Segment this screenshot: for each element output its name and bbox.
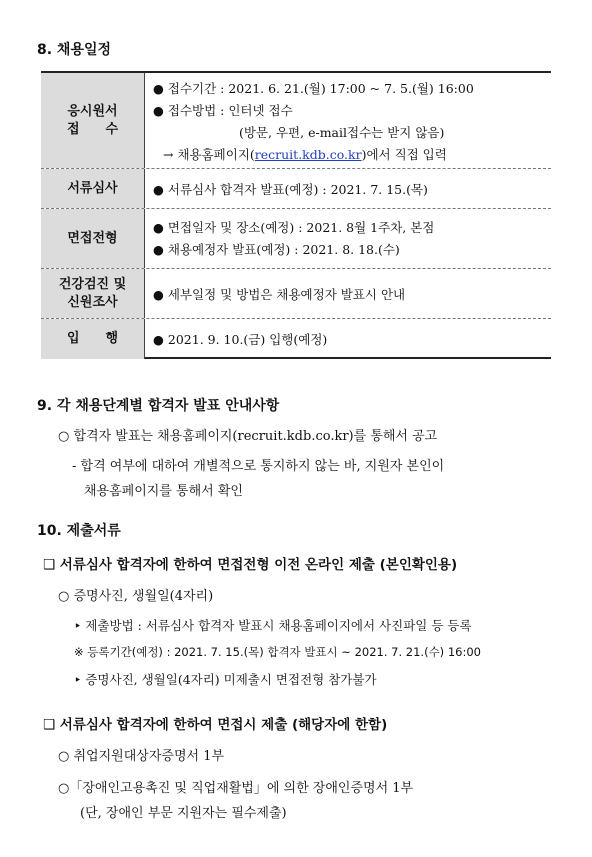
row-header-line: 접 수 [66, 121, 119, 137]
row-header [41, 269, 145, 318]
group-1-note: ※ 등록기간(예정) : 2021. 7. 15.(목) 합격자 발표시 ~ 2021. 7. 21.(수) 16:00 [74, 645, 481, 659]
row-header-line: 신원조사 [67, 294, 118, 310]
row-line: ● 접수기간 : 2021. 6. 21.(월) 17:00 ~ 7. 5.(월) 16:00 [153, 81, 474, 96]
row-line: ● 2021. 9. 10.(금) 입행(예정) [153, 332, 328, 347]
table-row [41, 169, 551, 209]
row-line: (방문, 우편, e-mail접수는 받지 않음) [239, 125, 445, 140]
row-line: ● 채용예정자 발표(예정) : 2021. 8. 18.(수) [153, 242, 400, 257]
row-header [41, 209, 145, 268]
section-9-sub-line: - 합격 여부에 대하여 개별적으로 통지하지 않는 바, 지원자 본인이 [72, 459, 445, 474]
table-row [41, 73, 551, 169]
row-header [41, 319, 145, 359]
section-9-heading: 9. 각 채용단계별 합격자 발표 안내사항 [37, 398, 280, 414]
schedule-table [41, 71, 551, 359]
section-9-sub-line: 채용홈페이지를 통해서 확인 [84, 484, 243, 499]
row-content [151, 209, 551, 268]
row-header-line: 건강검진 및 [58, 276, 127, 292]
row-line: ● 접수방법 : 인터넷 접수 [153, 103, 293, 118]
link-suffix: )에서 직접 입력 [361, 147, 447, 162]
group-2-item: ○ 취업지원대상자증명서 1부 [58, 749, 225, 764]
group-1-bullet: ‣ 제출방법 : 서류심사 합격자 발표시 채용홈페이지에서 사진파일 등 등록 [74, 618, 472, 633]
row-content [151, 269, 551, 318]
row-content [151, 169, 551, 208]
row-line: ● 세부일정 및 방법은 채용예정자 발표시 안내 [153, 287, 406, 302]
row-line: ● 서류심사 합격자 발표(예정) : 2021. 7. 15.(목) [153, 182, 428, 197]
row-line: ● 면접일자 및 장소(예정) : 2021. 8월 1주차, 본점 [153, 220, 435, 235]
group-2-item: ○「장애인고용촉진 및 직업재활법」에 의한 장애인증명서 1부 [58, 781, 414, 796]
section-8-heading: 8. 채용일정 [37, 42, 112, 58]
section-10-heading: 10. 제출서류 [37, 523, 121, 539]
table-row [41, 269, 551, 319]
row-header-line: 입 행 [66, 331, 119, 346]
group-2-item-note: (단, 장애인 부문 지원자는 필수제출) [80, 806, 287, 821]
group-1-item: ○ 증명사진, 생월일(4자리) [58, 589, 214, 604]
table-row [41, 209, 551, 269]
link-prefix: → 채용홈페이지( [163, 147, 255, 162]
row-header-line: 서류심사 [67, 180, 118, 196]
group-2-title: ❑ 서류심사 합격자에 한하여 면접시 제출 (해당자에 한함) [43, 717, 388, 733]
group-1-bullet: ‣ 증명사진, 생월일(4자리) 미제출시 면접전형 참가불가 [74, 672, 377, 687]
row-content [151, 319, 551, 359]
section-9-item: ○ 합격자 발표는 채용홈페이지(recruit.kdb.co.kr)를 통해서 공고 [58, 429, 438, 444]
row-header-line: 응시원서 [67, 103, 118, 119]
row-header-line: 면접전형 [67, 230, 118, 246]
group-1-title: ❑ 서류심사 합격자에 한하여 면접전형 이전 온라인 제출 (본인확인용) [43, 557, 458, 573]
row-header [41, 169, 145, 208]
row-header [41, 73, 145, 168]
homepage-line [163, 145, 447, 163]
recruit-homepage-link[interactable]: recruit.kdb.co.kr [254, 147, 362, 162]
table-row [41, 319, 551, 359]
row-content [151, 73, 551, 168]
